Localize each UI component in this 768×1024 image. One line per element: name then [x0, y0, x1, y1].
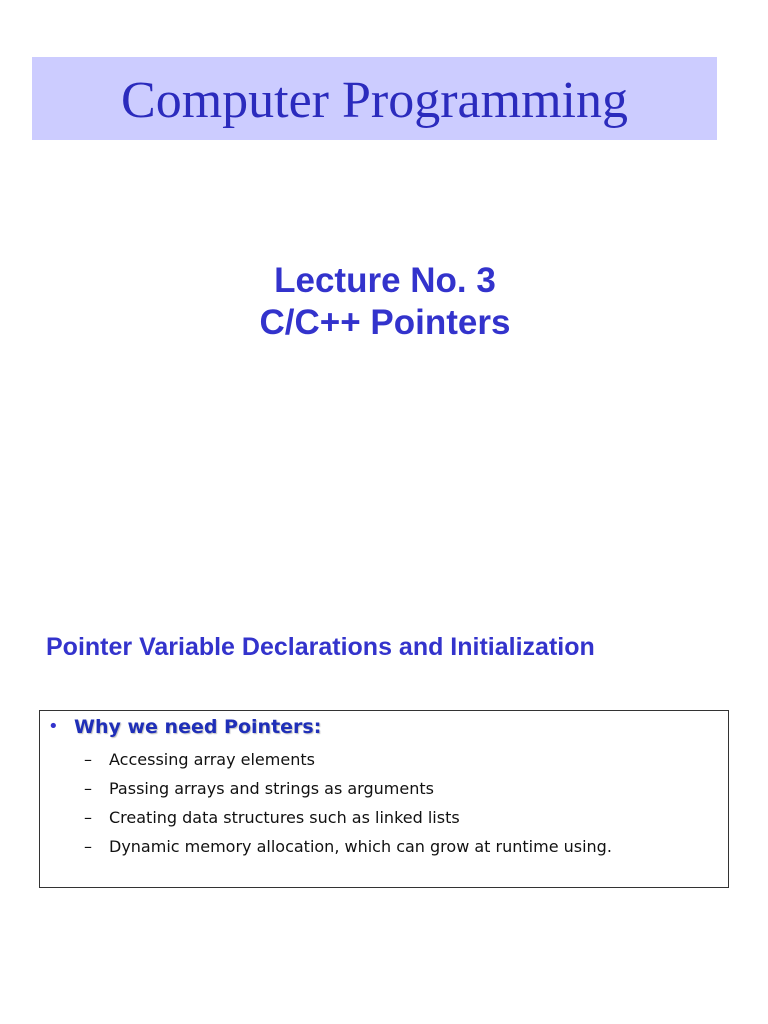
bullet-heading: Why we need Pointers:: [74, 716, 322, 738]
list-item: [84, 774, 612, 803]
content-box: [39, 710, 729, 888]
slide-title: Computer Programming: [121, 71, 628, 129]
reasons-list: [84, 745, 612, 861]
list-item-text: Creating data structures such as linked lists: [109, 808, 460, 827]
dash-icon: –: [84, 808, 92, 827]
list-item-text: Passing arrays and strings as arguments: [109, 779, 434, 798]
bullet-icon: •: [48, 716, 59, 737]
lecture-number: Lecture No. 3: [274, 261, 496, 300]
list-item-text: Accessing array elements: [109, 750, 315, 769]
lecture-topic: C/C++ Pointers: [259, 303, 511, 342]
dash-icon: –: [84, 837, 92, 856]
bullet-row: [48, 714, 321, 740]
lecture-block: [0, 260, 768, 344]
list-item-text: Dynamic memory allocation, which can grow at runtime using.: [109, 837, 612, 856]
list-item: [84, 745, 612, 774]
dash-icon: –: [84, 779, 92, 798]
list-item: [84, 832, 612, 861]
dash-icon: –: [84, 750, 92, 769]
list-item: [84, 803, 612, 832]
title-banner: [32, 57, 717, 140]
section-heading: Pointer Variable Declarations and Initialization: [46, 633, 595, 661]
